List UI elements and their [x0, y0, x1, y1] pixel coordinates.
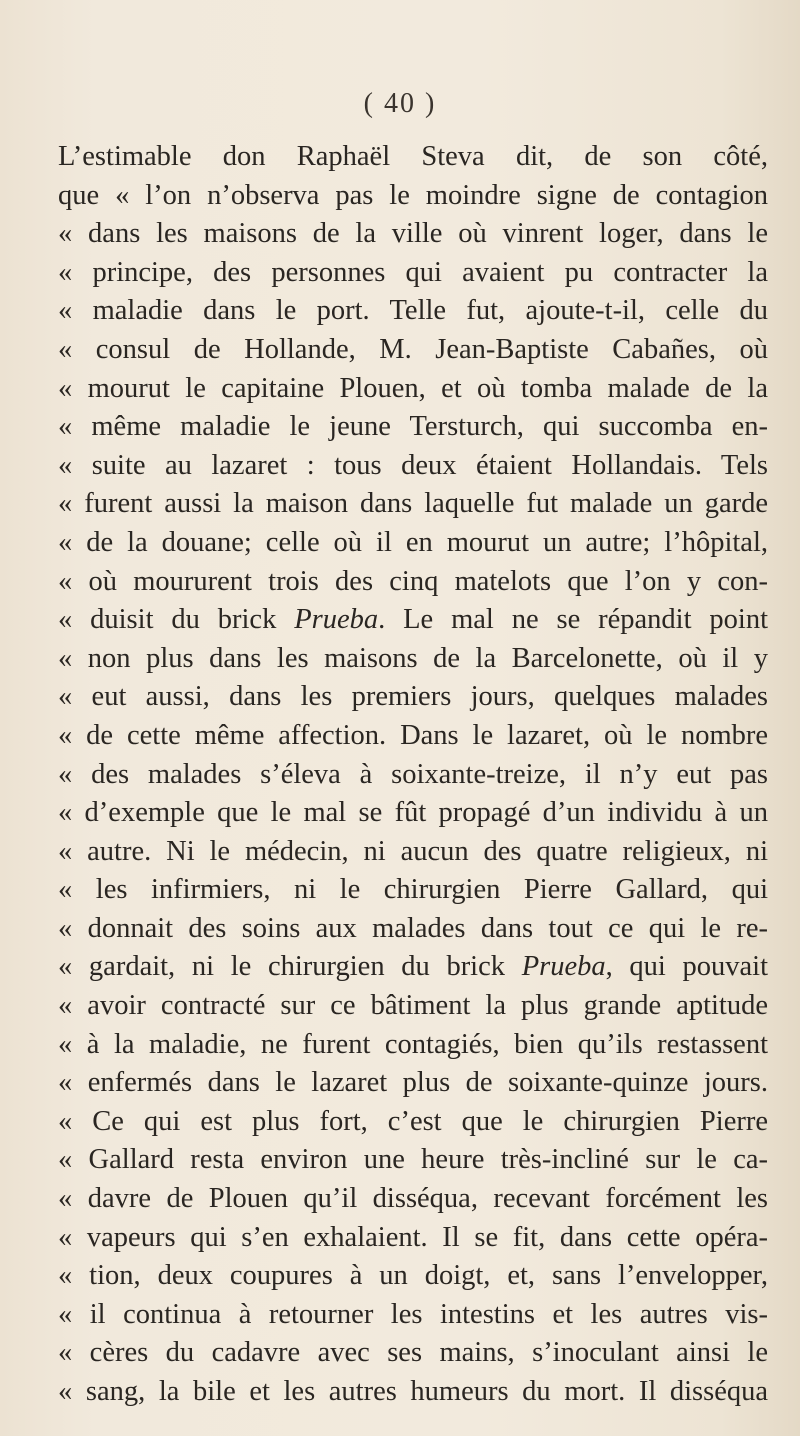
page-number: ( 40 ): [363, 88, 437, 119]
text-line: « Ce qui est plus fort, c’est que le chirurgien Pierre: [58, 1105, 768, 1137]
text-line: « même maladie le jeune Tersturch, qui succomba en-: [58, 411, 768, 443]
text-line: « Gallard resta environ une heure très-incliné sur le ca-: [58, 1144, 768, 1176]
text-line: « tion, deux coupures à un doigt, et, sans l’envelopper,: [58, 1260, 768, 1292]
text-line: « enfermés dans le lazaret plus de soixante-quinze jours.: [58, 1067, 768, 1099]
text-line: que « l’on n’observa pas le moindre signe de contagion: [58, 179, 768, 211]
text-line: « cères du cadavre avec ses mains, s’inoculant ainsi le: [58, 1337, 768, 1369]
text-line: « mourut le capitaine Plouen, et où tomba malade de la: [58, 372, 768, 404]
text-line: « autre. Ni le médecin, ni aucun des quatre religieux, ni: [58, 835, 768, 867]
text-line: « les infirmiers, ni le chirurgien Pierre Gallard, qui: [58, 874, 768, 906]
body-text: [58, 138, 768, 1412]
text-line: « eut aussi, dans les premiers jours, quelques malades: [58, 681, 768, 713]
text-line: « maladie dans le port. Telle fut, ajoute-t-il, celle du: [58, 295, 768, 327]
text-line: « avoir contracté sur ce bâtiment la plus grande aptitude: [58, 990, 768, 1022]
text-line: « duisit du brick Prueba. Le mal ne se répandit point: [58, 604, 768, 636]
text-line: « dans les maisons de la ville où vinrent loger, dans le: [58, 218, 768, 250]
text-line: « principe, des personnes qui avaient pu contracter la: [58, 256, 768, 288]
text-line: « à la maladie, ne furent contagiés, bien qu’ils restassent: [58, 1028, 768, 1060]
text-line: « il continua à retourner les intestins et les autres vis-: [58, 1298, 768, 1330]
text-line: « où moururent trois des cinq matelots que l’on y con-: [58, 565, 768, 597]
text-line: « davre de Plouen qu’il disséqua, recevant forcément les: [58, 1183, 768, 1215]
text-line: « non plus dans les maisons de la Barcelonette, où il y: [58, 642, 768, 674]
text-line: « de la douane; celle où il en mourut un autre; l’hôpital,: [58, 526, 768, 558]
text-line: « gardait, ni le chirurgien du brick Prueba, qui pouvait: [58, 951, 768, 983]
text-line: « suite au lazaret : tous deux étaient Hollandais. Tels: [58, 449, 768, 481]
text-line: « sang, la bile et les autres humeurs du mort. Il disséqua: [58, 1376, 768, 1407]
text-line: « d’exemple que le mal se fût propagé d’un individu à un: [58, 797, 768, 829]
text-line: L’estimable don Raphaël Steva dit, de son côté,: [58, 141, 768, 172]
text-line: « furent aussi la maison dans laquelle fut malade un garde: [58, 488, 768, 520]
text-line: « donnait des soins aux malades dans tout ce qui le re-: [58, 912, 768, 944]
text-line: « des malades s’éleva à soixante-treize, il n’y eut pas: [58, 758, 768, 790]
text-line: « de cette même affection. Dans le lazaret, où le nombre: [58, 719, 768, 751]
text-line: « consul de Hollande, M. Jean-Baptiste Cabañes, où: [58, 333, 768, 365]
text-line: « vapeurs qui s’en exhalaient. Il se fit, dans cette opéra-: [58, 1221, 768, 1253]
